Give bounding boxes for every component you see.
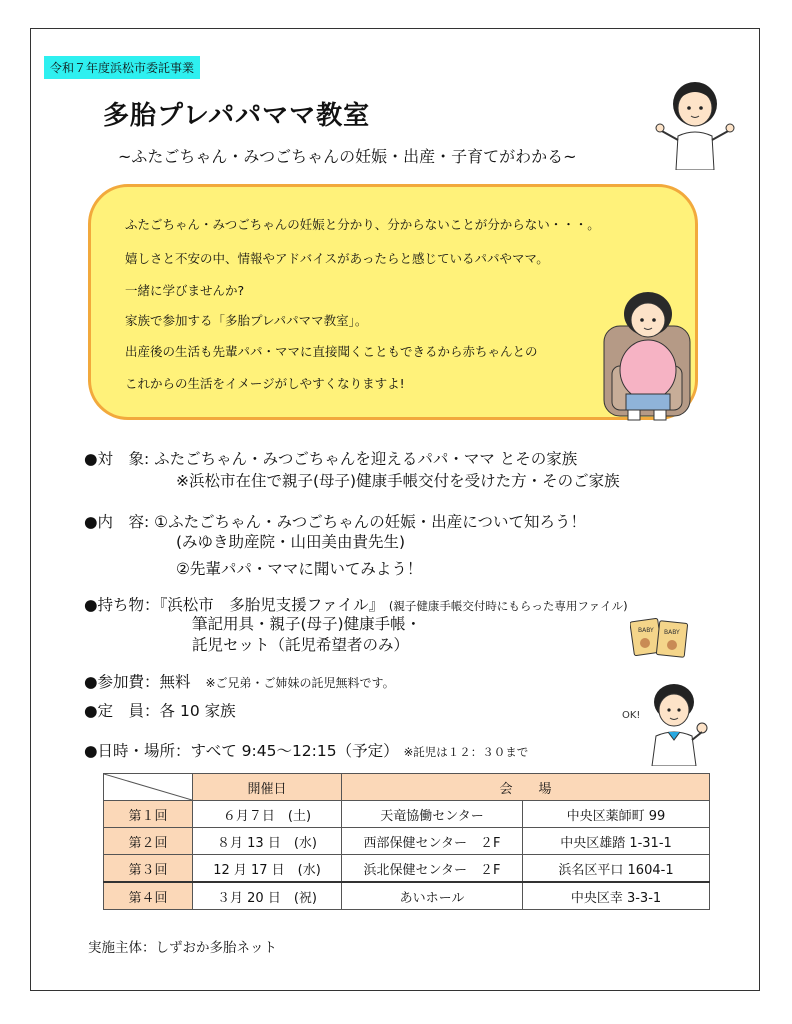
row-date: ８月 13 日 (水)	[193, 828, 342, 855]
page-subtitle: ~ふたごちゃん・みつごちゃんの妊娠・出産・子育てがわかる~	[118, 147, 577, 166]
intro-line-4: 家族で参加する「多胎プレパパママ教室」。	[125, 313, 368, 328]
table-corner-cell	[104, 774, 193, 801]
row-num: 第１回	[104, 801, 193, 828]
row-address: 中央区雄踏 1-31-1	[523, 828, 710, 855]
baby-label-1: BABY	[638, 627, 654, 634]
organizer-footer: 実施主体：しずおか多胎ネット	[88, 940, 277, 956]
fee-note: ※ご兄弟・ご姉妹の託児無料です。	[205, 676, 395, 690]
row-venue: 天竜協働センター	[342, 801, 523, 828]
datetime-text: ●日時・場所：すべて 9:45～12:15（予定）	[84, 742, 399, 760]
baby-handbook-illustration	[630, 616, 692, 658]
content-line-2: (みゆき助産院・山田美由貴先生)	[176, 533, 406, 551]
row-date: ６月７日 (土)	[193, 801, 342, 828]
header-date: 開催日	[193, 774, 342, 801]
datetime-line	[84, 739, 528, 761]
table-header-row	[104, 774, 710, 801]
row-address: 中央区薬師町 99	[523, 801, 710, 828]
target-line-1: ●対 象: ふたごちゃん・みつごちゃんを迎えるパパ・ママ とその家族	[84, 450, 578, 468]
pregnant-woman-illustration	[598, 286, 698, 426]
row-venue: 浜北保健センター ２F	[342, 855, 523, 883]
table-row	[104, 828, 710, 855]
table-row	[104, 855, 710, 883]
ok-label: OK!	[622, 710, 641, 721]
intro-line-2: 嬉しさと不安の中、情報やアドバイスがあったらと感じているパパやママ。	[125, 251, 549, 266]
intro-line-1: ふたごちゃん・みつごちゃんの妊娠と分かり、分からないことが分からない・・・。	[125, 217, 600, 232]
row-date: 12 月 17 日 (水)	[193, 855, 342, 883]
intro-line-6: これからの生活をイメージがしやすくなりますよ!	[125, 376, 405, 391]
row-num: 第２回	[104, 828, 193, 855]
table-row	[104, 882, 710, 910]
target-line-2: ※浜松市在住で親子(母子)健康手帳交付を受けた方・そのご家族	[176, 472, 620, 490]
fee-text: ●参加費：無料	[84, 673, 191, 691]
items-note: (親子健康手帳交付時にもらった専用ファイル)	[388, 599, 628, 613]
sponsor-tag: 令和７年度浜松市委託事業	[44, 56, 200, 79]
items-line-3: 託児セット（託児希望者のみ）	[192, 636, 410, 654]
row-date: ３月 20 日 (祝)	[193, 882, 342, 910]
baby-label-2: BABY	[664, 629, 680, 636]
content-line-1: ●内 容: ①ふたごちゃん・みつごちゃんの妊娠・出産について知ろう！	[84, 513, 586, 531]
content-line-3: ②先輩パパ・ママに聞いてみよう！	[176, 560, 423, 578]
intro-line-5: 出産後の生活も先輩パパ・ママに直接聞くこともできるから赤ちゃんとの	[125, 344, 538, 359]
row-num: 第４回	[104, 882, 193, 910]
ok-man-illustration	[622, 680, 718, 766]
items-line-2: 筆記用具・親子(母子)健康手帳・	[192, 615, 422, 633]
intro-line-3: 一緒に学びませんか?	[125, 283, 245, 298]
table-row	[104, 801, 710, 828]
row-address: 中央区幸 3-3-1	[523, 882, 710, 910]
nurse-illustration	[652, 74, 738, 170]
capacity-line: ●定 員：各 10 家族	[84, 702, 236, 720]
page-title: 多胎プレパパママ教室	[103, 101, 371, 131]
schedule-table	[103, 773, 710, 910]
datetime-note: ※託児は１２：３０まで	[403, 745, 529, 759]
row-num: 第３回	[104, 855, 193, 883]
row-address: 浜名区平口 1604-1	[523, 855, 710, 883]
row-venue: 西部保健センター ２F	[342, 828, 523, 855]
header-venue: 会 場	[342, 774, 710, 801]
row-venue: あいホール	[342, 882, 523, 910]
items-label: ●持ち物：『浜松市 多胎児支援ファイル』	[84, 596, 384, 614]
fee-line	[84, 670, 395, 692]
